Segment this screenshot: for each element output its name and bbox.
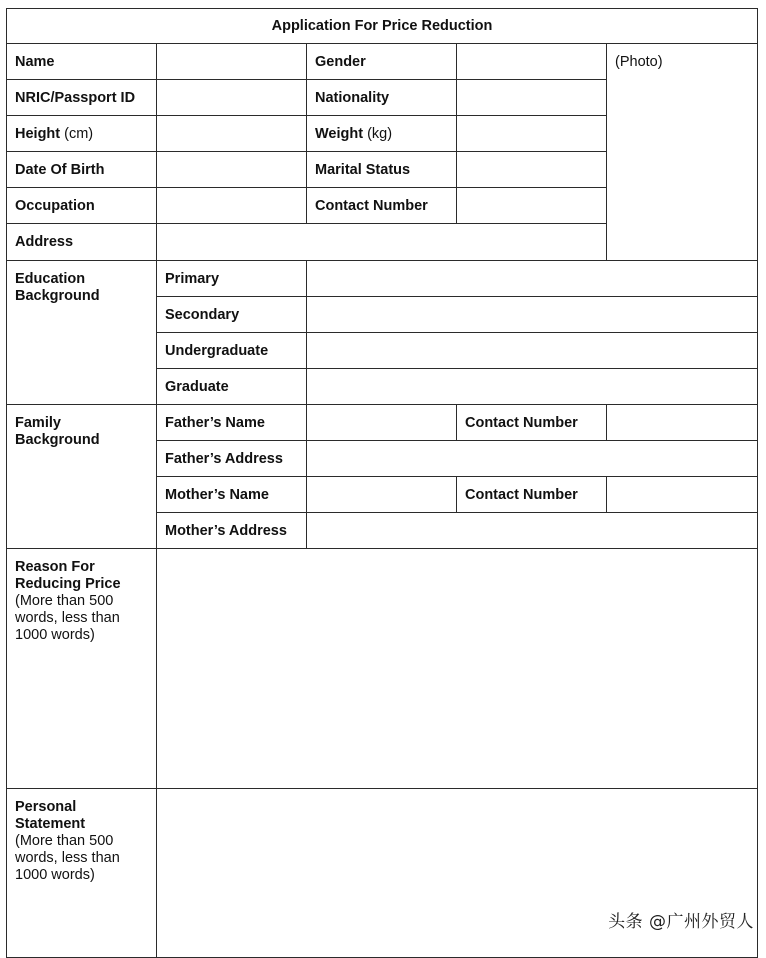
- height-field[interactable]: [156, 115, 307, 152]
- mother-name-label: [156, 476, 307, 513]
- photo-label: (Photo): [615, 54, 663, 70]
- nationality-label: [306, 79, 457, 116]
- nationality-field[interactable]: [456, 79, 607, 116]
- father-address-label: [156, 440, 307, 477]
- education-graduate-text: Graduate: [165, 379, 229, 395]
- education-graduate-field[interactable]: [306, 368, 758, 405]
- education-graduate-label: [156, 368, 307, 405]
- mother-name-text: Mother’s Name: [165, 487, 269, 503]
- education-primary-text: Primary: [165, 271, 220, 287]
- marital-field[interactable]: [456, 151, 607, 188]
- statement-note-line1: (More than 500: [15, 833, 114, 849]
- education-header-line2: Background: [15, 288, 100, 304]
- reason-note-line1: (More than 500: [15, 593, 114, 609]
- education-undergraduate-text: Undergraduate: [165, 343, 269, 359]
- height-label: [6, 115, 157, 152]
- contact-label: [306, 187, 457, 224]
- mother-address-field[interactable]: [306, 512, 758, 549]
- nationality-label-text: Nationality: [315, 90, 390, 106]
- occupation-label-text: Occupation: [15, 198, 95, 214]
- dob-field[interactable]: [156, 151, 307, 188]
- reason-note-line2: words, less than: [15, 610, 120, 626]
- father-address-field[interactable]: [306, 440, 758, 477]
- father-name-label: [156, 404, 307, 441]
- occupation-field[interactable]: [156, 187, 307, 224]
- family-header-line1: Family: [15, 415, 61, 431]
- education-secondary-field[interactable]: [306, 296, 758, 333]
- statement-note-line2: words, less than: [15, 850, 120, 866]
- father-contact-label: [456, 404, 607, 441]
- contact-label-text: Contact Number: [315, 198, 428, 214]
- statement-field[interactable]: [156, 788, 758, 958]
- reason-header-line1: Reason For: [15, 559, 95, 575]
- father-address-text: Father’s Address: [165, 451, 283, 467]
- education-header-line1: Education: [15, 271, 86, 287]
- contact-field[interactable]: [456, 187, 607, 224]
- weight-label-text: Weight: [315, 126, 364, 142]
- height-label-text: Height: [15, 126, 61, 142]
- id-field[interactable]: [156, 79, 307, 116]
- statement-header-line2: Statement: [15, 816, 86, 832]
- reason-header-line2: Reducing Price: [15, 576, 121, 592]
- education-header: [6, 260, 157, 405]
- photo-box[interactable]: [606, 43, 758, 261]
- gender-label-text: Gender: [315, 54, 366, 70]
- reason-header: [6, 548, 157, 789]
- address-field[interactable]: [156, 223, 607, 261]
- education-secondary-label: [156, 296, 307, 333]
- marital-label-text: Marital Status: [315, 162, 411, 178]
- family-header: [6, 404, 157, 549]
- mother-contact-field[interactable]: [606, 476, 758, 513]
- marital-label: [306, 151, 457, 188]
- reason-note-line3: 1000 words): [15, 627, 95, 643]
- application-form: [6, 8, 758, 948]
- statement-header-line1: Personal: [15, 799, 77, 815]
- father-contact-text: Contact Number: [465, 415, 578, 431]
- form-title: [6, 8, 758, 44]
- statement-header: [6, 788, 157, 958]
- weight-unit: (kg): [363, 126, 393, 142]
- gender-label: [306, 43, 457, 80]
- family-header-line2: Background: [15, 432, 100, 448]
- mother-address-text: Mother’s Address: [165, 523, 287, 539]
- name-label-text: Name: [15, 54, 55, 70]
- dob-label: [6, 151, 157, 188]
- name-field[interactable]: [156, 43, 307, 80]
- dob-label-text: Date Of Birth: [15, 162, 105, 178]
- education-primary-label: [156, 260, 307, 297]
- reason-field[interactable]: [156, 548, 758, 789]
- mother-contact-label: [456, 476, 607, 513]
- form-title-text: Application For Price Reduction: [271, 18, 493, 34]
- occupation-label: [6, 187, 157, 224]
- father-name-text: Father’s Name: [165, 415, 265, 431]
- height-unit: (cm): [60, 126, 94, 142]
- watermark: 头条 @广州外贸人: [608, 912, 754, 932]
- name-label: [6, 43, 157, 80]
- mother-name-field[interactable]: [306, 476, 457, 513]
- id-label-text: NRIC/Passport ID: [15, 90, 136, 106]
- mother-address-label: [156, 512, 307, 549]
- weight-label: [306, 115, 457, 152]
- statement-note-line3: 1000 words): [15, 867, 95, 883]
- education-undergraduate-label: [156, 332, 307, 369]
- id-label: [6, 79, 157, 116]
- education-primary-field[interactable]: [306, 260, 758, 297]
- weight-field[interactable]: [456, 115, 607, 152]
- address-label: [6, 223, 157, 261]
- mother-contact-text: Contact Number: [465, 487, 578, 503]
- father-contact-field[interactable]: [606, 404, 758, 441]
- education-secondary-text: Secondary: [165, 307, 240, 323]
- gender-field[interactable]: [456, 43, 607, 80]
- education-undergraduate-field[interactable]: [306, 332, 758, 369]
- address-label-text: Address: [15, 234, 74, 250]
- father-name-field[interactable]: [306, 404, 457, 441]
